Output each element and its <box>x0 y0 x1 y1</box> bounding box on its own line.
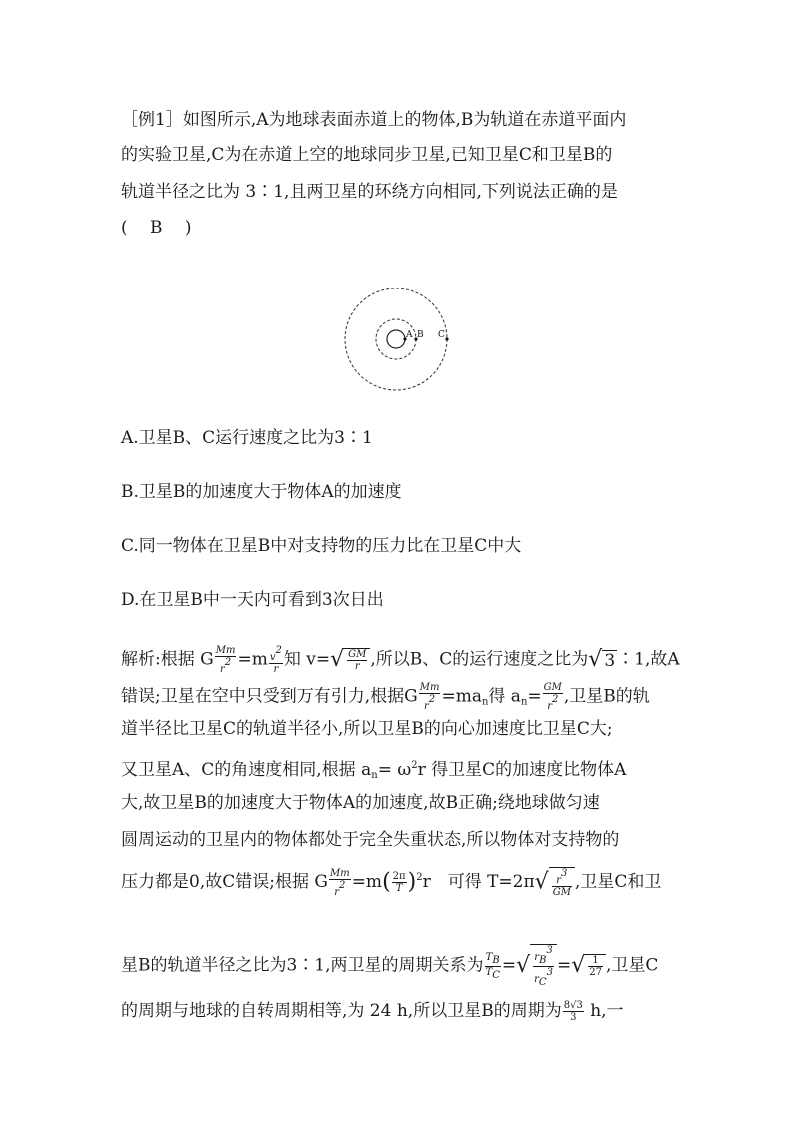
label-a: A <box>406 330 413 340</box>
earth-circle <box>387 330 405 348</box>
problem-line-1: ［例1］如图所示,A为地球表面赤道上的物体,B为轨道在赤道平面内 <box>121 110 627 130</box>
option-d: D.在卫星B中一天内可看到3次日出 <box>121 590 384 610</box>
analysis-line-7: 压力都是0,故C错误;根据 G $\frac{Mm}{r2}$ =m( $\frac{2\pi}{T}$ )$^2$r 可得 T=2π√ $\frac{r3}{GM}$ ,卫星C和卫 <box>121 867 662 898</box>
orbit-diagram <box>343 288 451 396</box>
radical: √ $\frac{GM}{r}$ <box>330 648 370 672</box>
problem-line-2: 的实验卫星,C为在赤道上空的地球同步卫星,已知卫星C和卫星B的 <box>121 145 613 165</box>
analysis-line-6: 圆周运动的卫星内的物体都处于完全失重状态,所以物体对支持物的 <box>121 830 620 850</box>
analysis-line-4: 又卫星A、C的角速度相同,根据 $a_n= \omega^2r$ 得卫星C的加速度比物体A <box>121 760 627 781</box>
analysis-line-2: 错误;卫星在空中只受到万有引力,根据G $\frac{Mm}{r2}$ $=ma_n$得 $a_n=$ $\frac{GM}{r2}$ ,卫星B的轨 <box>121 682 650 712</box>
analysis-line-9: 的周期与地球的自转周期相等,为 24 h,所以卫星B的周期为 $\frac{8√3}{3}$ h,一 <box>121 1000 624 1023</box>
problem-line-3: 轨道半径之比为 3∶1,且两卫星的环绕方向相同,下列说法正确的是 <box>121 182 618 202</box>
option-a: A.卫星B、C运行速度之比为3∶1 <box>121 428 373 448</box>
orbit-c <box>345 288 447 390</box>
label-b: B <box>417 330 424 340</box>
option-c: C.同一物体在卫星B中对支持物的压力比在卫星C中大 <box>121 536 522 556</box>
analysis-line-5: 大,故卫星B的加速度大于物体A的加速度,故B正确;绕地球做匀速 <box>121 793 600 813</box>
answer-blank: ( B ) <box>121 218 192 238</box>
analysis-line-8: 星B的轨道半径之比为3∶1,两卫星的周期关系为 $\frac{TB}{TC}$ =√ $\frac{rB3}{rC3}$ =√ $\frac{1}{27}$ ,卫星C <box>121 945 659 988</box>
analysis-line-1: 解析:根据 G $\frac{Mm}{r2}$ =m $\frac{v2}{r}$ 知 v=√ $\frac{GM}{r}$ ,所以B、C的运行速度之比为√ 3 ∶1,故A <box>121 645 680 675</box>
analysis-line-3: 道半径比卫星C的轨道半径小,所以卫星B的向心加速度比卫星C大; <box>121 719 613 739</box>
point-c <box>445 337 448 340</box>
label-c: C <box>438 330 445 340</box>
option-b: B.卫星B的加速度大于物体A的加速度 <box>121 482 402 502</box>
